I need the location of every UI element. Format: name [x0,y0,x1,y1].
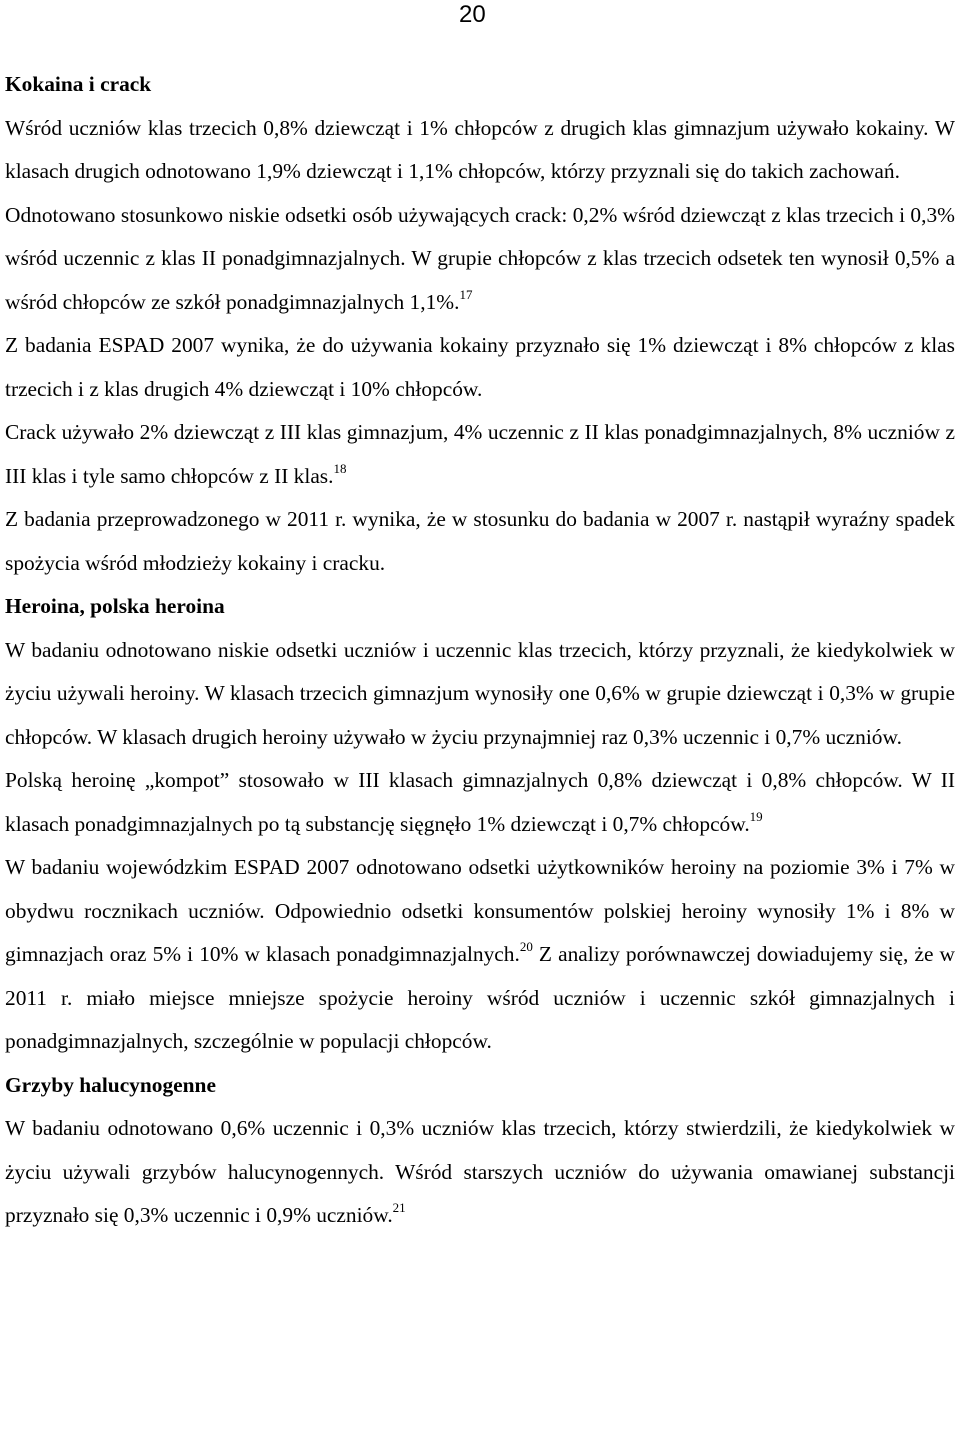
paragraph-text: Z badania ESPAD 2007 wynika, że do używania kokainy przyznało się 1% dziewcząt i 8% chłopców z klas trzecich i z klas drugich 4% dziewcząt i 10% chłopców. [5,333,955,401]
section-heading-mushrooms: Grzyby halucynogenne [5,1072,216,1097]
paragraph [5,759,955,846]
paragraph-text: Polską heroinę „kompot” stosowało w III klasach gimnazjalnych 0,8% dziewcząt i 0,8% chłopców. W II klasach ponadgimnazjalnych po tą substancję sięgnęło 1% dziewcząt i 0,7% chłopców. [5,768,955,836]
footnote-ref: 18 [333,460,347,476]
paragraph [5,1107,955,1238]
paragraph-text: Odnotowano stosunkowo niskie odsetki osób używających crack: 0,2% wśród dziewcząt z klas trzecich i 0,3% wśród uczennic z klas II ponadgimnazjalnych. W grupie chłopców z klas trzecich odsetek ten wynosił 0,5% a wśród chłopców ze szkół ponadgimnazjalnych 1,1%. [5,202,955,314]
document-body [5,63,955,1238]
paragraph-text: Wśród uczniów klas trzecich 0,8% dziewcząt i 1% chłopców z drugich klas gimnazjum używało kokainy. W klasach drugich odnotowano 1,9% dziewcząt i 1,1% chłopców, którzy przyznali się do takich zachowań. [5,115,955,183]
footnote-ref: 19 [749,808,763,824]
paragraph-text: W badaniu wojewódzkim ESPAD 2007 odnotowano odsetki użytkowników heroiny na poziomie 3% i 7% w obydwu rocznikach uczniów. Odpowiednio odsetki konsumentów polskiej heroiny wynosiły 1% i 8% w gimnazjach oraz 5% i 10% w klasach ponadgimnazjalnych. [5,855,955,966]
footnote-ref: 17 [459,286,473,302]
section-heading-cocaine: Kokaina i crack [5,72,152,96]
paragraph-text: W badaniu odnotowano niskie odsetki uczniów i uczennic klas trzecich, którzy przyznali, że kiedykolwiek w życiu używali heroiny. W klasach trzecich gimnazjum wynosiły one 0,6% w grupie dziewcząt i 0,3% w grupie chłopców. W klasach drugich heroiny używało w życiu przynajmniej raz 0,3% uczennic i 0,7% uczniów. [5,637,955,749]
paragraph-text: Crack używało 2% dziewcząt z III klas gimnazjum, 4% uczennic z II klas ponadgimnazjalnych, 8% uczniów z III klas i tyle samo chłopców z II klas. [5,420,955,488]
paragraph [5,107,955,194]
paragraph-text: Z badania przeprowadzonego w 2011 r. wynika, że w stosunku do badania w 2007 r. nastąpił wyraźny spadek spożycia wśród młodzieży kokainy i cracku. [5,507,955,575]
paragraph [5,498,955,585]
paragraph [5,324,955,411]
paragraph [5,411,955,498]
paragraph-text-tail: Z analizy porównawczej dowiadujemy się, że w 2011 r. miało miejsce mniejsze spożycie heroiny wśród uczniów i uczennic szkół gimnazjalnych i ponadgimnazjalnych, szczególnie w populacji chłopców. [5,942,955,1053]
section-heading-heroin: Heroina, polska heroina [5,594,225,618]
paragraph [5,629,955,760]
paragraph-text: W badaniu odnotowano 0,6% uczennic i 0,3% uczniów klas trzecich, którzy stwierdzili, że kiedykolwiek w życiu używali grzybów halucynogennych. Wśród starszych uczniów do używania omawianej substancji przyznało się 0,3% uczennic i 0,9% uczniów. [5,1116,955,1227]
paragraph [5,194,955,325]
footnote-ref: 20 [519,939,533,954]
page-number: 20 [459,1,486,28]
footnote-ref: 21 [392,1200,406,1215]
paragraph [5,846,955,1064]
